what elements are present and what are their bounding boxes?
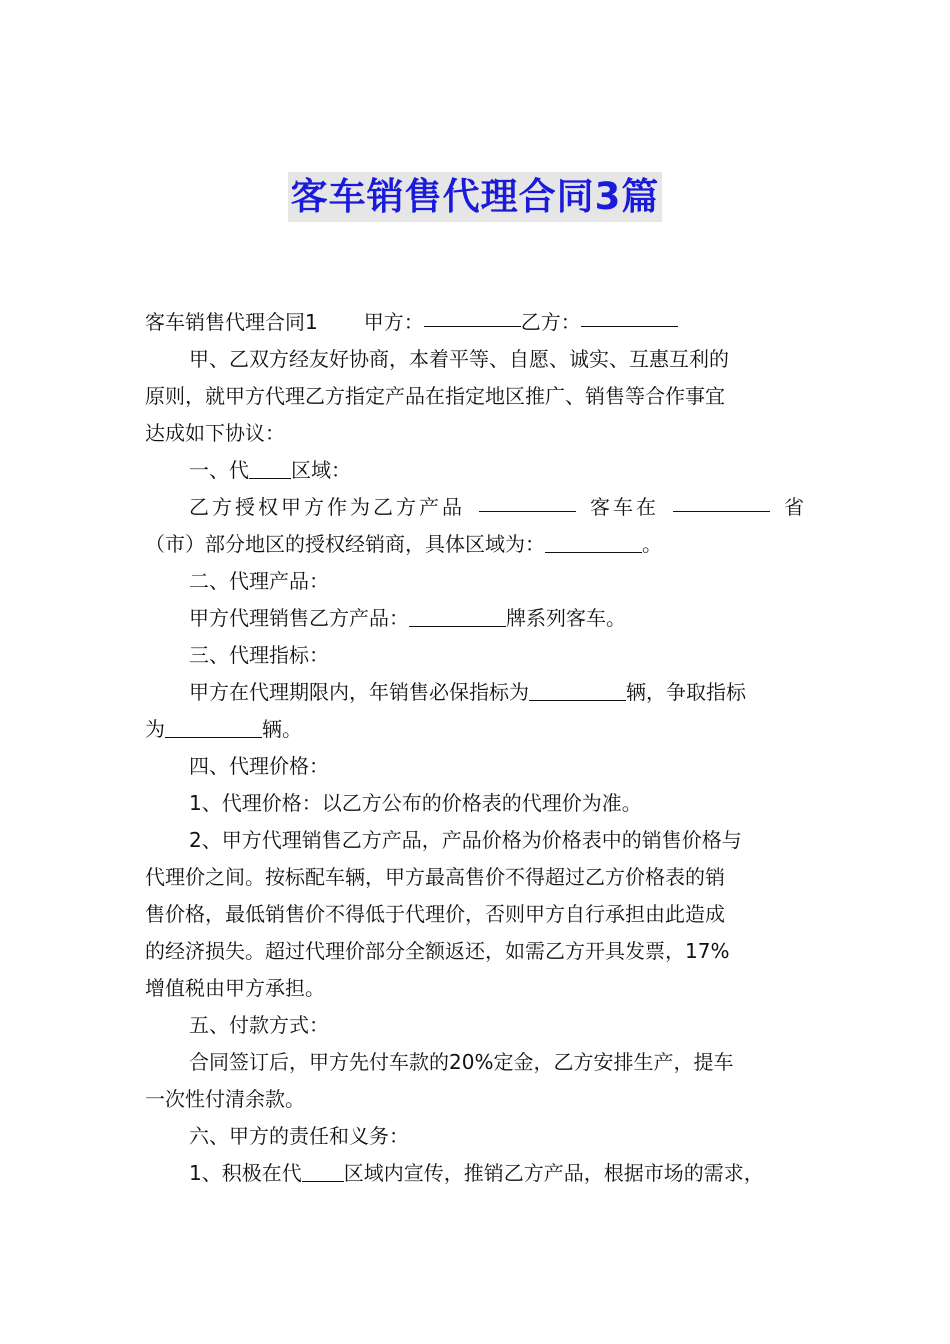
section-2-text-a: 甲方代理销售乙方产品：: [189, 606, 409, 630]
section-4-item-1: 1、代理价格：以乙方公布的价格表的代理价为准。: [189, 791, 642, 815]
section-4-item-2-line-3: 售价格，最低销售价不得低于代理价，否则甲方自行承担由此造成: [145, 902, 725, 926]
intro-line-3: 达成如下协议：: [145, 421, 285, 445]
document-body: [145, 304, 807, 1192]
section-6-heading: 六、甲方的责任和义务：: [189, 1124, 409, 1148]
section-3-l1-a: 甲方在代理期限内，年销售必保指标为: [189, 680, 529, 704]
section-2-text-b: 牌系列客车。: [506, 606, 626, 630]
section-1-heading-b: 区域：: [291, 458, 351, 482]
section-3-goal-blank: [165, 715, 262, 738]
section-3-line-1: [145, 674, 807, 711]
section-5-line-2: 一次性付清余款。: [145, 1087, 305, 1111]
section-1-heading-blank: [249, 456, 291, 479]
section-3-l1-b: 辆，争取指标: [626, 680, 746, 704]
section-1-product-blank: [479, 489, 576, 512]
section-5-heading: 五、付款方式：: [189, 1013, 329, 1037]
section-1-area-blank: [545, 530, 642, 553]
party-a-label: 甲方：: [363, 310, 424, 334]
section-3-l2-b: 辆。: [262, 717, 302, 741]
section-2-brand-blank: [409, 604, 506, 627]
section-4-item-2-line-5: 增值税由甲方承担。: [145, 976, 325, 1000]
section-4-item-2-line-1: 2、甲方代理销售乙方产品，产品价格为价格表中的销售价格与: [189, 828, 742, 852]
section-6-item-1-a: 1、积极在代: [189, 1161, 302, 1185]
document-title: 客车销售代理合同3篇: [288, 172, 663, 222]
section-1-line-2: [145, 526, 807, 563]
section-6-item-1: [145, 1155, 807, 1192]
section-3-l2-a: 为: [145, 717, 165, 741]
contract-header-line: [145, 304, 807, 341]
section-1-heading: [145, 452, 807, 489]
document-title-wrap: [0, 172, 950, 222]
section-1-l1-c: 省: [784, 495, 807, 519]
party-a-blank: [424, 304, 521, 327]
section-1-l2-a: （市）部分地区的授权经销商，具体区域为：: [145, 532, 545, 556]
intro-line-1: 甲、乙双方经友好协商，本着平等、自愿、诚实、互惠互利的: [189, 347, 729, 371]
party-b-blank: [581, 304, 678, 327]
section-4-heading: 四、代理价格：: [189, 754, 329, 778]
section-1-l2-b: 。: [642, 532, 662, 556]
section-3-target-blank: [529, 678, 626, 701]
party-b-label: 乙方：: [520, 310, 581, 334]
section-5-line-1: 合同签订后，甲方先付车款的20%定金，乙方安排生产，提车: [189, 1050, 734, 1074]
contract-label: 客车销售代理合同1: [145, 310, 318, 334]
section-1-l1-a: 乙方授权甲方作为乙方产品: [189, 495, 465, 519]
section-1-line-1: [145, 489, 807, 526]
section-1-province-blank: [673, 489, 770, 512]
section-1-heading-a: 一、代: [189, 458, 249, 482]
section-2-text: [145, 600, 807, 637]
section-4-item-2-line-4: 的经济损失。超过代理价部分全额返还，如需乙方开具发票，17%: [145, 939, 730, 963]
section-4-item-2-line-2: 代理价之间。按标配车辆，甲方最高售价不得超过乙方价格表的销: [145, 865, 725, 889]
section-1-l1-b: 客车在: [590, 495, 659, 519]
section-3-heading: 三、代理指标：: [189, 643, 329, 667]
section-3-line-2: [145, 711, 807, 748]
section-6-area-blank: [302, 1159, 344, 1182]
intro-line-2: 原则，就甲方代理乙方指定产品在指定地区推广、销售等合作事宜: [145, 384, 725, 408]
section-2-heading: 二、代理产品：: [189, 569, 329, 593]
section-6-item-1-b: 区域内宣传，推销乙方产品，根据市场的需求，: [343, 1161, 764, 1185]
